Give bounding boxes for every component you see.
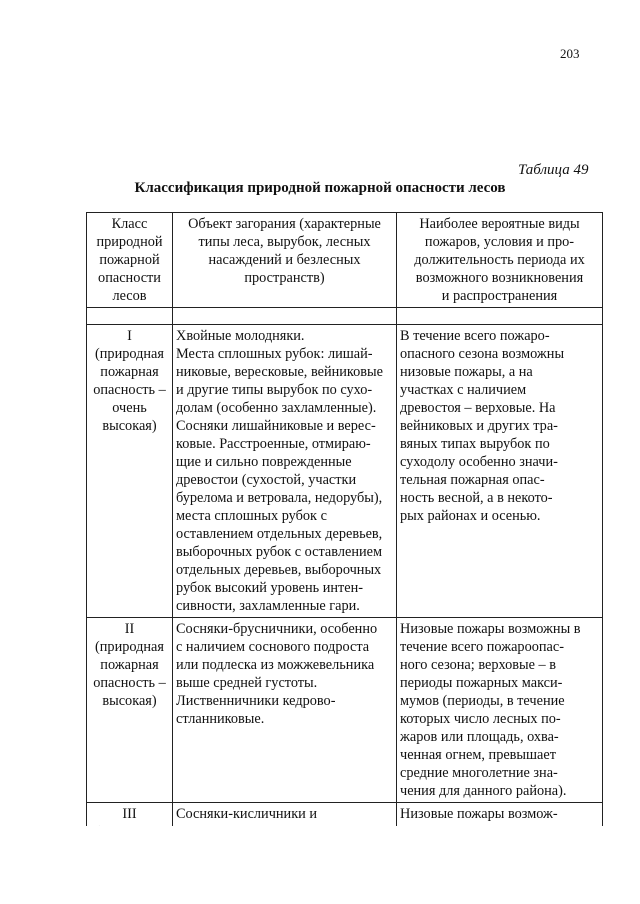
cell-line: сивности, захламленные гари. <box>176 598 360 614</box>
cell-line: или подлеска из можжевельника <box>176 657 375 673</box>
cell-line: пожарная <box>100 364 159 380</box>
table-title: Классификация природной пожарной опасности лесов <box>134 180 506 196</box>
object-cell <box>173 325 397 618</box>
cell-line: Сосняки-кисличники и <box>176 806 318 822</box>
cell-line: пожарная <box>100 657 159 673</box>
table-spacer-row <box>87 308 603 325</box>
cell-line: мумов (периоды, в течение <box>400 693 565 709</box>
cell-line: и распространения <box>441 288 558 304</box>
cell-line: Хвойные молодняки. <box>176 328 305 344</box>
cell-line: выборочных рубок с оставлением <box>176 544 383 560</box>
cell-line: ного сезона; верховые – в <box>400 657 556 673</box>
cell-line: отдельных деревьев, выборочных <box>176 562 382 578</box>
cell-line: (природная <box>95 346 164 362</box>
cell-line: Сосняки лишайниковые и верес- <box>176 418 376 434</box>
cell-line: Низовые пожары возмож- <box>400 806 558 822</box>
cell-line: ность весной, а в некото- <box>400 490 553 506</box>
cell-line: жаров или площадь, охва- <box>400 729 559 745</box>
cell-line: и другие типы вырубок по сухо- <box>176 382 373 398</box>
cell-line: III <box>122 806 137 822</box>
cell-line: участках с наличием <box>400 382 527 398</box>
page-number: 203 <box>560 46 580 61</box>
cell-line: течение всего пожароопас- <box>400 639 564 655</box>
cell-line: рубок высокий уровень интен- <box>176 580 364 596</box>
cell-line: Места сплошных рубок: лишай- <box>176 346 373 362</box>
cell-line: высокая) <box>102 693 157 709</box>
class-cell <box>87 618 173 803</box>
table-header-row <box>87 213 603 308</box>
cell-line: опасность – <box>93 675 166 691</box>
cell-line: Класс <box>111 216 148 232</box>
cell-line: чения для данного района). <box>400 783 567 799</box>
cell-line: рых районах и осенью. <box>400 508 541 524</box>
header-object <box>173 213 397 308</box>
cell-line: выше средней густоты. <box>176 675 318 691</box>
cell-line: В течение всего пожаро- <box>400 328 550 344</box>
cell-line: пожаров, условия и про- <box>424 234 575 250</box>
cell-line: Низовые пожары возможны в <box>400 621 581 637</box>
cell-line: суходолу особенно значи- <box>400 454 558 470</box>
cell-line: лесов <box>112 288 147 304</box>
cell-line: тельная пожарная опас- <box>400 472 545 488</box>
cell-line: оставлением отдельных деревьев, <box>176 526 383 542</box>
cell-line: II <box>124 621 135 637</box>
cell-line: опасного сезона возможны <box>400 346 565 362</box>
object-cell <box>173 618 397 803</box>
cell-line: долам (особенно захламленные). <box>176 400 377 416</box>
cell-line: опасность – <box>93 382 166 398</box>
cell-line: ковые. Расстроенные, отмираю- <box>176 436 371 452</box>
cell-line: Объект загорания (характерные <box>188 216 381 232</box>
cell-line: типы леса, вырубок, лесных <box>198 234 371 250</box>
cell-line: ченная огнем, превышает <box>400 747 556 763</box>
cell-line: пожарной <box>99 252 160 268</box>
cell-line: вейниковых и других тра- <box>400 418 558 434</box>
cell-line: средние многолетние зна- <box>400 765 558 781</box>
cell-line: с наличием соснового подроста <box>176 639 370 655</box>
cell-line: Лиственничники кедрово- <box>176 693 336 709</box>
cell-line: Сосняки-брусничники, особенно <box>176 621 378 637</box>
table-row-class-1 <box>87 325 603 618</box>
cell-line: природной <box>96 234 163 250</box>
cell-line: I <box>127 328 132 344</box>
header-class <box>87 213 173 308</box>
cell-line: вяных типах вырубок по <box>400 436 550 452</box>
cell-line: очень <box>112 400 147 416</box>
cell-line: должительность периода их <box>414 252 585 268</box>
cell-line: низовые пожары, а на <box>400 364 533 380</box>
cell-line: пространств) <box>244 270 325 286</box>
fire-cell <box>397 325 603 618</box>
cell-line: никовые, вересковые, вейниковые <box>176 364 383 380</box>
cell-line: опасности <box>98 270 161 286</box>
cell-line: места сплошных рубок с <box>176 508 327 524</box>
class-cell <box>87 325 173 618</box>
cell-line: возможного возникновения <box>415 270 584 286</box>
cell-line: которых число лесных по- <box>400 711 561 727</box>
cell-line: бурелома и ветровала, недорубы), <box>176 490 383 506</box>
fire-hazard-table <box>86 212 603 861</box>
header-fire-types <box>397 213 603 308</box>
cell-line: древостоя – верховые. На <box>400 400 556 416</box>
page-bottom-margin <box>0 826 640 904</box>
cell-line: стланниковые. <box>176 711 265 727</box>
cell-line: древостои (сухостой, участки <box>176 472 357 488</box>
cell-line: периоды пожарных макси- <box>400 675 563 691</box>
cell-line: (природная <box>95 639 164 655</box>
table-row-class-2 <box>87 618 603 803</box>
cell-line: высокая) <box>102 418 157 434</box>
cell-line: насаждений и безлесных <box>208 252 361 268</box>
cell-line: щие и сильно поврежденные <box>176 454 352 470</box>
table-caption: Таблица 49 <box>518 162 589 178</box>
fire-cell <box>397 618 603 803</box>
cell-line: Наиболее вероятные виды <box>419 216 580 232</box>
